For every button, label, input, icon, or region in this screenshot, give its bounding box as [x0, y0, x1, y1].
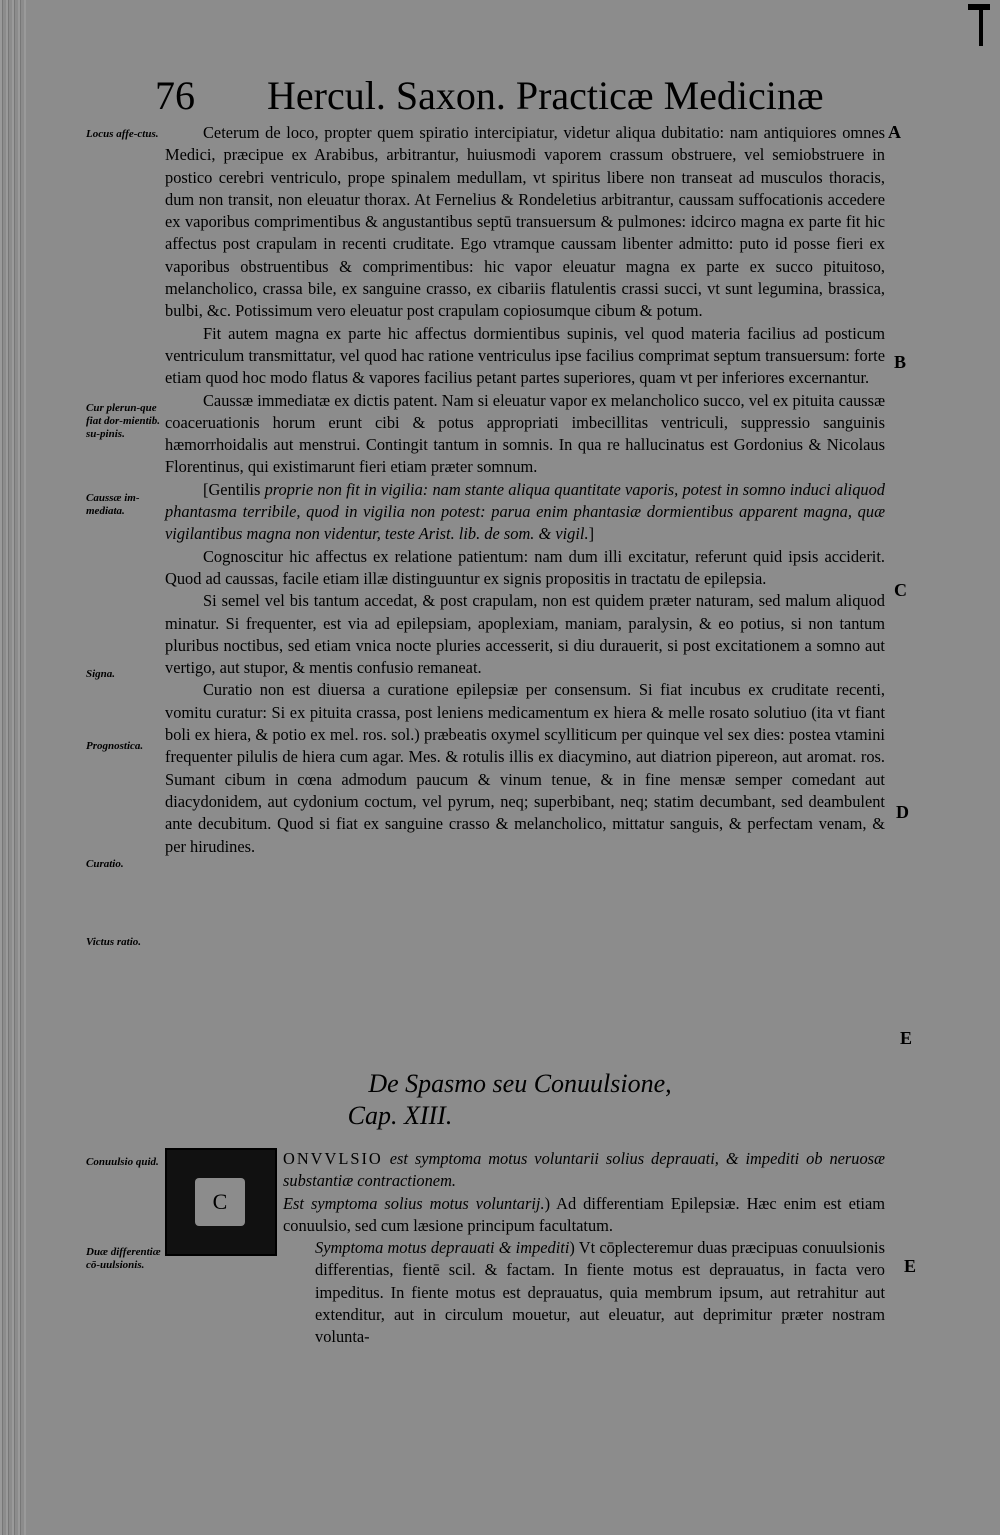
margin-note-victus: Victus ratio. — [86, 936, 142, 948]
bracket-note-tail: ] — [588, 524, 595, 544]
margin-note-differentiae: Duæ differentiæ cō-uulsionis. — [86, 1246, 161, 1271]
body-text — [165, 122, 885, 858]
paragraph-curatio: Curatio non est diuersa a curatione epilepsiæ per consensum. Si fiat incubus ex cruditate recenti, vomitu curatur: Si ex pituita crassa, post leniens medicamentum ex hiera & melle rosato solutiuo (ita vt fiant boli ex hiera, & potio ex mel. ros. sol.) præbeatis oxymel scylliticum per quinque vel sex dies: postea vtamini frequenter pilulis de hiera cum agar. Mes. & rotulis illis ex diacymino, aut diatrion pipereon, aut aromat. ros. Sumant cibum in cœna admodum paucum & vinum tenue, & in fine mensæ semper comedant aut diacydonidem, aut cydonium coctum, vel pyrum, neq; superbibant, neq; statim decumbant, sed deambulent ante decubitum. Quod si fiat ex sanguine crasso & melancholico, mittatur sanguis, & perfectam venam, & per hirudines. — [165, 680, 885, 856]
bracket-note-lead: [Gentilis — [203, 479, 265, 499]
decorated-initial-letter: C — [195, 1178, 245, 1226]
gloss-2-lemma: Symptoma motus deprauati & impediti — [315, 1238, 570, 1258]
chapter-number: Cap. XIII. — [347, 1101, 453, 1130]
section-letter-c: C — [894, 580, 907, 600]
margin-note-prognostica: Prognostica. — [86, 740, 144, 752]
paragraph-prognostica: Si semel vel bis tantum accedat, & post crapulam, non est quidem præter naturam, sed malum aliquod minatur. Si frequenter, est via ad epilepsiam, apoplexiam, maniam, paralysin, & eo potius, si non tantum pluribus noctibus, sed etiam vnica nocte pluries accesserit, si diu durauerit, si post excitationem a somno aut vertigo, aut stupor, & mentis confusio remaneat. — [165, 591, 885, 678]
running-head: Hercul. Saxon. Practicæ Medicinæ — [267, 73, 824, 118]
binding-gutter — [0, 0, 26, 1535]
section-letter-d: D — [896, 802, 909, 822]
section-letter-e: E — [900, 1028, 913, 1048]
margin-note-locus: Locus affe-ctus. — [86, 128, 159, 140]
corner-ornament — [966, 2, 992, 48]
margin-note-supinis: Cur plerun-que fiat dor-mientib. su-pinis. — [86, 402, 160, 440]
page-header — [155, 72, 915, 120]
margin-note-signa: Signa. — [86, 668, 116, 680]
bracket-note — [165, 479, 885, 546]
gloss-1-text: ) Ad differentiam Epilepsiæ. Hæc enim est etiam conuulsio, sed cum læsione principum facultatum. — [283, 1193, 885, 1235]
gloss-1-lemma: Est symptoma solius motus voluntarij. — [283, 1193, 545, 1213]
paragraph-signa: Cognoscitur hic affectus ex relatione patientum: nam dum illi excitatur, referunt quid ipsis acciderit. Quod ad caussas, facile etiam illæ distinguuntur ex signis propositis in tractatu de epilepsia. — [165, 546, 885, 588]
chapter-title: De Spasmo seu Conuulsione, — [368, 1069, 672, 1098]
definition-rest: est symptoma motus voluntarii solius deprauati, & impediti ob neruosæ substantiæ contractionem. — [283, 1149, 885, 1191]
page-number: 76 — [155, 73, 195, 118]
section-letter-b: B — [894, 352, 907, 372]
paragraph-locus: Ceterum de loco, propter quem spiratio intercipiatur, videtur aliqua dubitatio: nam antiquiores omnes Medici, præcipue ex Arabibus, arbitrantur, huiusmodi vaporem crassum obstruere, vel semiobstruere in postico cerebri ventriculo, prope spinalem medullam, vt spiritus libere non transeat ad musculos thoracis, dum non transit, non eleuatur thorax. At Fernelius & Rondeletius arbitrantur, caussam suffocationis accedere ex vaporibus comprimentibus & angustantibus septū transuersum & pulmones: idcirco magna ex parte fit hic affectus post crapulam in recenti cruditate. Ego vtramque caussam libenter admitto: puto id posse fieri ex vaporibus obstruentibus & comprimentibus: hic vapor eleuatur magna ex parte ex succo pituitoso, melancholico, crassa bile, ex sanguine crasso, ex cibariis flatulentis crassi succi, vt sunt legumina, brassica, bulbi, &c. Potissimum vero eleuatur post crapulam copiosumque cibum & potum. — [165, 123, 885, 321]
bracket-note-italic: proprie non fit in vigilia: nam stante aliqua quantitate vaporis, potest in somno induci aliquod phantasma terribile, quod in vigilia non potest: parua enim phantasiæ dormientibus apparent magna, quæ vigilantibus magna non videntur, teste Arist. lib. de som. & vigil. — [165, 479, 885, 544]
gloss-2-text: ) Vt cōplecteremur duas præcipuas conuulsionis differentias, fientē scil. & factam. In fiente motus est deprauatus, in facta vero impeditus. In fiente motus est deprauatus, quia membrum ipsum, aut retrahitur aut extenditur, aut in circulum mouetur, aut eleuatur, aut deprimitur præter nostram volunta- — [315, 1238, 885, 1347]
margin-note-conuulsio: Conuulsio quid. — [86, 1156, 159, 1168]
paragraph-supinis: Fit autem magna ex parte hic affectus dormientibus supinis, vel quod materia facilius ad posticum ventriculum transmittatur, vel quod hac ratione ventriculus ipse facilius comprimat septum transuersum: forte etiam quod hoc modo flatus & vapores facilius petant partes superiores, quam vt per inferiores excernantur. — [165, 323, 885, 388]
margin-note-curatio: Curatio. — [86, 858, 124, 870]
decorated-initial — [165, 1148, 277, 1256]
section-letter-e-2: E — [904, 1256, 917, 1276]
definition-caps: ONVVLSIO — [283, 1149, 383, 1168]
paragraph-caussae: Caussæ immediatæ ex dictis patent. Nam si eleuatur vapor ex melancholico succo, vel ex pituita caussæ coaceruationis horum erunt cibi & potus appropriati imbecillitas ventriculi, suppressio sanguinis hæmorrhoidalis aut menstrui. Contingit tantum in somnis. In qua re hallucinatus est Gordonius & Nicolaus Florentinus, qui existimarunt fieri etiam præter somnum. — [165, 390, 885, 477]
section-letter-a: A — [888, 122, 901, 142]
margin-note-caussae: Caussæ im-mediata. — [86, 492, 140, 517]
